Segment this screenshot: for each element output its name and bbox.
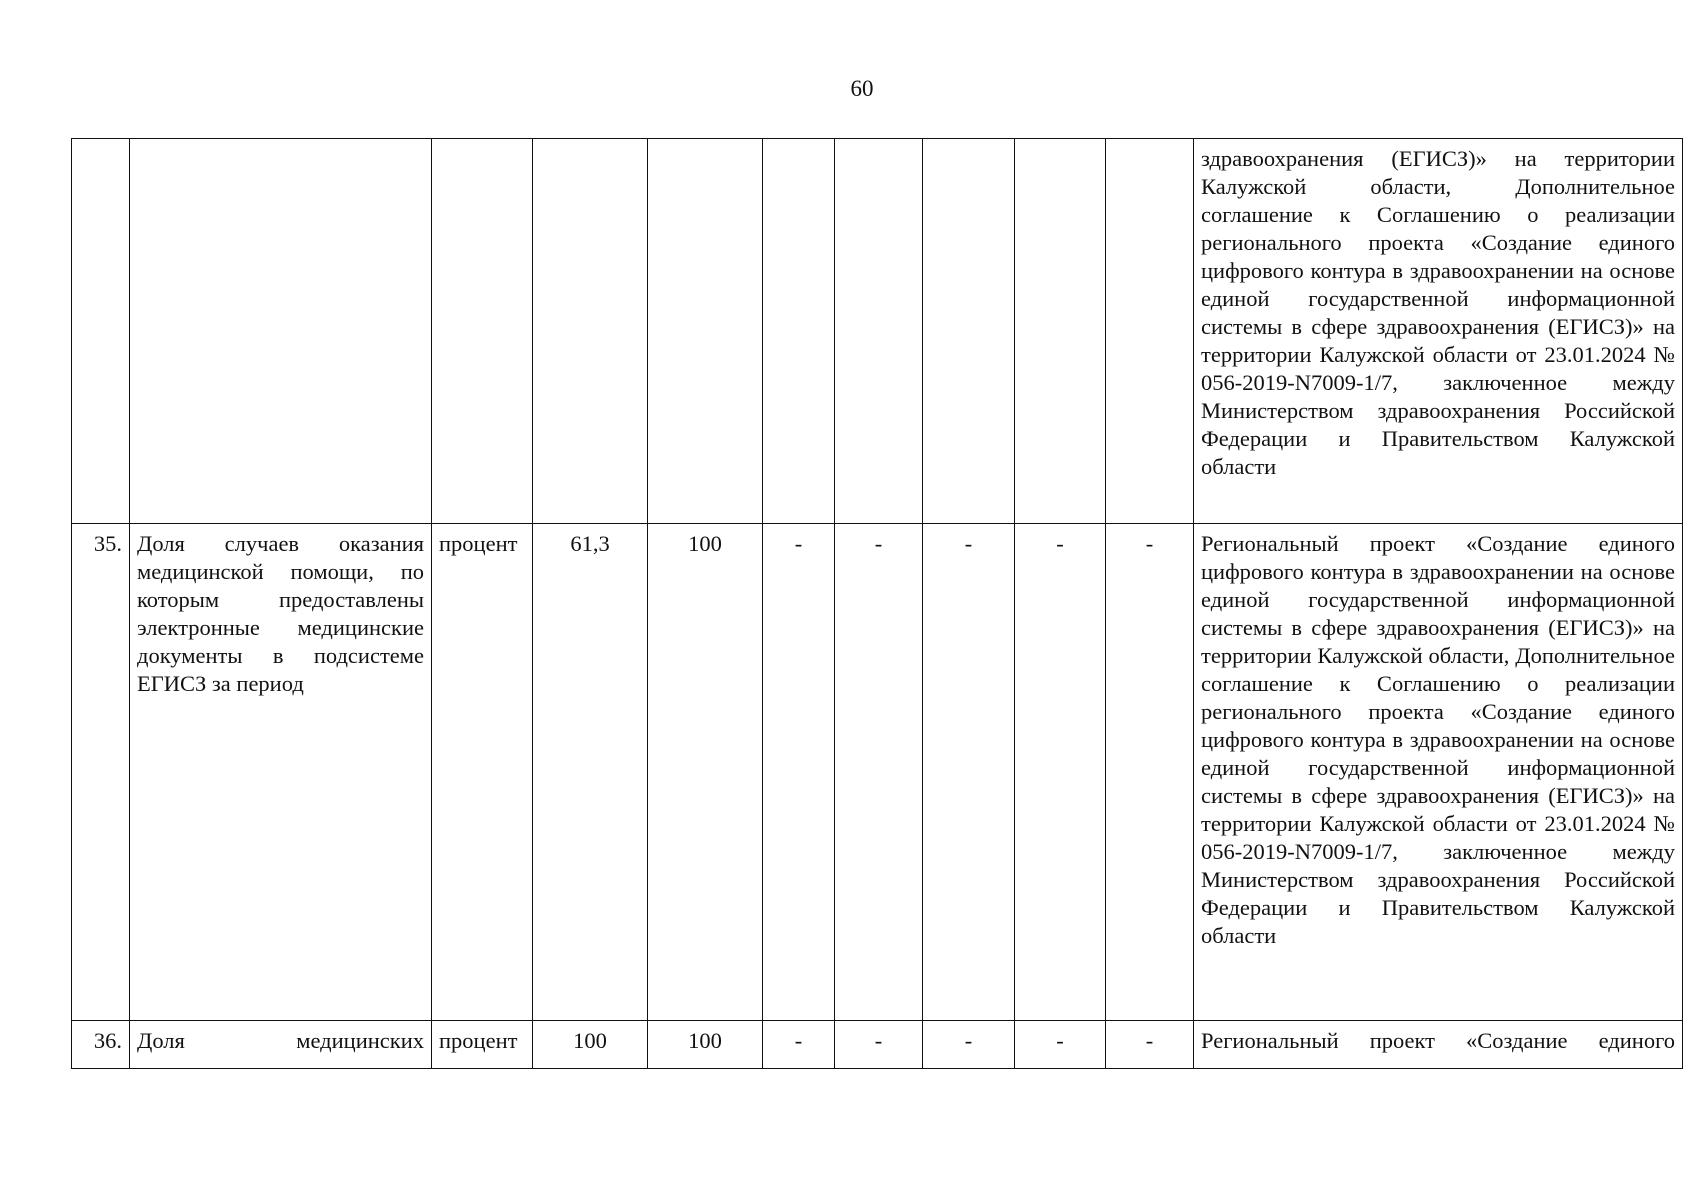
year-value-cell: -: [923, 1021, 1015, 1069]
base-value-cell: 61,3: [533, 524, 648, 1021]
year-value-cell: -: [1015, 1021, 1106, 1069]
indicators-table: [71, 138, 1683, 1069]
year-value-cell: [1106, 139, 1194, 524]
year-value-cell: -: [835, 1021, 923, 1069]
year-value-cell: -: [1015, 524, 1106, 1021]
table-row: [72, 524, 1683, 1021]
indicator-name: Доля случаев оказания медицинской помощи, по которым предоставлены электронные медицинские документы в подсистеме ЕГИСЗ за период: [130, 524, 432, 1021]
source-document-cell: Региональный проект «Создание единого: [1194, 1021, 1683, 1069]
source-document-cell: Региональный проект «Создание единого цифрового контура в здравоохранении на основе единой государственной информационной системы в сфере здравоохранения (ЕГИСЗ)» на территории Калужской области, Дополнительное соглашение к Соглашению о реализации регионального проекта «Создание единого цифрового контура в здравоохранении на основе единой государственной информационной системы в сфере здравоохранения (ЕГИСЗ)» на территории Калужской области от 23.01.2024 № 056-2019-N7009-1/7, заключенное между Министерством здравоохранения Российской Федерации и Правительством Калужской области: [1194, 524, 1683, 1021]
target-value-cell: [648, 139, 763, 524]
unit-cell: [432, 139, 533, 524]
year-value-cell: [923, 139, 1015, 524]
unit-cell: процент: [432, 524, 533, 1021]
year-value-cell: [763, 139, 835, 524]
year-value-cell: -: [923, 524, 1015, 1021]
year-value-cell: [835, 139, 923, 524]
target-value-cell: 100: [648, 1021, 763, 1069]
year-value-cell: -: [763, 524, 835, 1021]
page-number: 60: [850, 76, 874, 101]
row-number: 35.: [72, 524, 130, 1021]
unit-cell: процент: [432, 1021, 533, 1069]
row-number: [72, 139, 130, 524]
row-number: 36.: [72, 1021, 130, 1069]
indicator-name: [130, 139, 432, 524]
table-row: [72, 139, 1683, 524]
table-row: [72, 1021, 1683, 1069]
year-value-cell: -: [1106, 524, 1194, 1021]
source-document-cell: здравоохранения (ЕГИСЗ)» на территории Калужской области, Дополнительное соглашение к Соглашению о реализации регионального проекта «Создание единого цифрового контура в здравоохранении на основе единой государственной информационной системы в сфере здравоохранения (ЕГИСЗ)» на территории Калужской области от 23.01.2024 № 056-2019-N7009-1/7, заключенное между Министерством здравоохранения Российской Федерации и Правительством Калужской области: [1194, 139, 1683, 524]
year-value-cell: [1015, 139, 1106, 524]
target-value-cell: 100: [648, 524, 763, 1021]
year-value-cell: -: [835, 524, 923, 1021]
year-value-cell: -: [1106, 1021, 1194, 1069]
indicator-name: Доля медицинских: [130, 1021, 432, 1069]
year-value-cell: -: [763, 1021, 835, 1069]
base-value-cell: [533, 139, 648, 524]
base-value-cell: 100: [533, 1021, 648, 1069]
